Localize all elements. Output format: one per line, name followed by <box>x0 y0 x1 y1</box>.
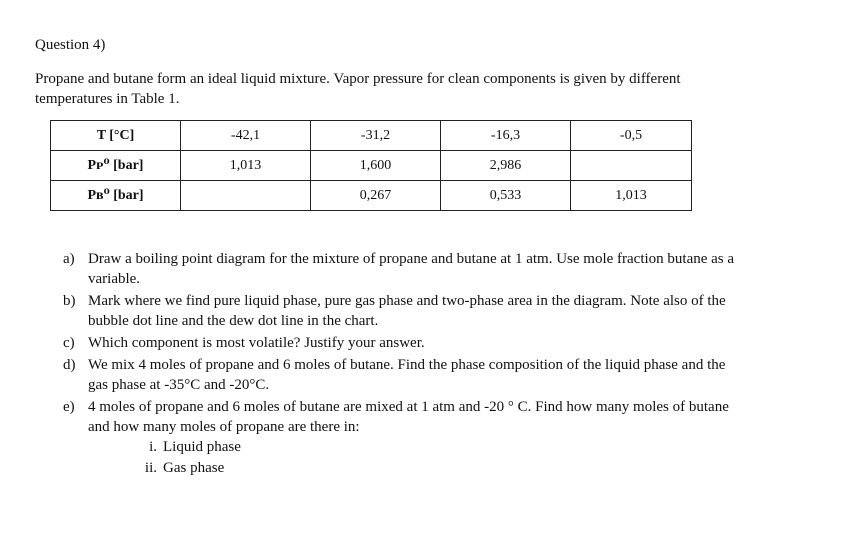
table-cell: 0,533 <box>441 181 571 211</box>
table-row <box>51 181 692 211</box>
table-row <box>51 121 692 151</box>
task-marker: a) <box>63 251 75 267</box>
subtask-marker: i. <box>149 439 157 455</box>
table-cell: 1,013 <box>181 151 311 181</box>
table-header-cell: Pʙ⁰ [bar] <box>51 181 181 211</box>
question-title: Question 4) <box>35 37 106 53</box>
table-cell: -31,2 <box>311 121 441 151</box>
task-text: Mark where we find pure liquid phase, pure gas phase and two-phase area in the diagram. Note also of the bubble dot line and the dew dot line in the chart. <box>88 293 726 329</box>
table-cell: -16,3 <box>441 121 571 151</box>
subtask-list <box>88 437 738 479</box>
subtask-text: Gas phase <box>163 460 225 476</box>
task-marker: e) <box>63 399 75 415</box>
table-cell: 1,600 <box>311 151 441 181</box>
table-cell <box>181 181 311 211</box>
table-cell: 2,986 <box>441 151 571 181</box>
task-list <box>63 249 738 481</box>
subtask-text: Liquid phase <box>163 439 241 455</box>
task-text: 4 moles of propane and 6 moles of butane are mixed at 1 atm and -20 ° C. Find how many moles of butane and how many moles of propane are there in: <box>88 399 729 435</box>
task-item <box>63 355 738 395</box>
task-text: Draw a boiling point diagram for the mixture of propane and butane at 1 atm. Use mole fraction butane as a variable. <box>88 251 735 287</box>
table-header-cell: T [°C] <box>51 121 181 151</box>
task-marker: b) <box>63 293 76 309</box>
table-cell: 0,267 <box>311 181 441 211</box>
table-cell: -42,1 <box>181 121 311 151</box>
vapor-pressure-table <box>50 120 692 211</box>
subtask-marker: ii. <box>144 460 157 476</box>
table-cell <box>571 151 692 181</box>
task-item <box>63 249 738 289</box>
task-text: Which component is most volatile? Justify your answer. <box>88 335 425 351</box>
task-item <box>63 333 738 353</box>
subtask-item <box>144 458 738 479</box>
table-cell: 1,013 <box>571 181 692 211</box>
table-cell: -0,5 <box>571 121 692 151</box>
task-marker: d) <box>63 357 76 373</box>
task-marker: c) <box>63 335 75 351</box>
task-text: We mix 4 moles of propane and 6 moles of butane. Find the phase composition of the liquid phase and the gas phase at -35°C and -20°C. <box>88 357 726 393</box>
intro-paragraph: Propane and butane form an ideal liquid mixture. Vapor pressure for clean components is given by different temperatures in Table 1. <box>35 71 681 107</box>
task-item <box>63 397 738 479</box>
table-row <box>51 151 692 181</box>
task-item <box>63 291 738 331</box>
table-header-cell: Pᴘ⁰ [bar] <box>51 151 181 181</box>
subtask-item <box>149 437 738 458</box>
